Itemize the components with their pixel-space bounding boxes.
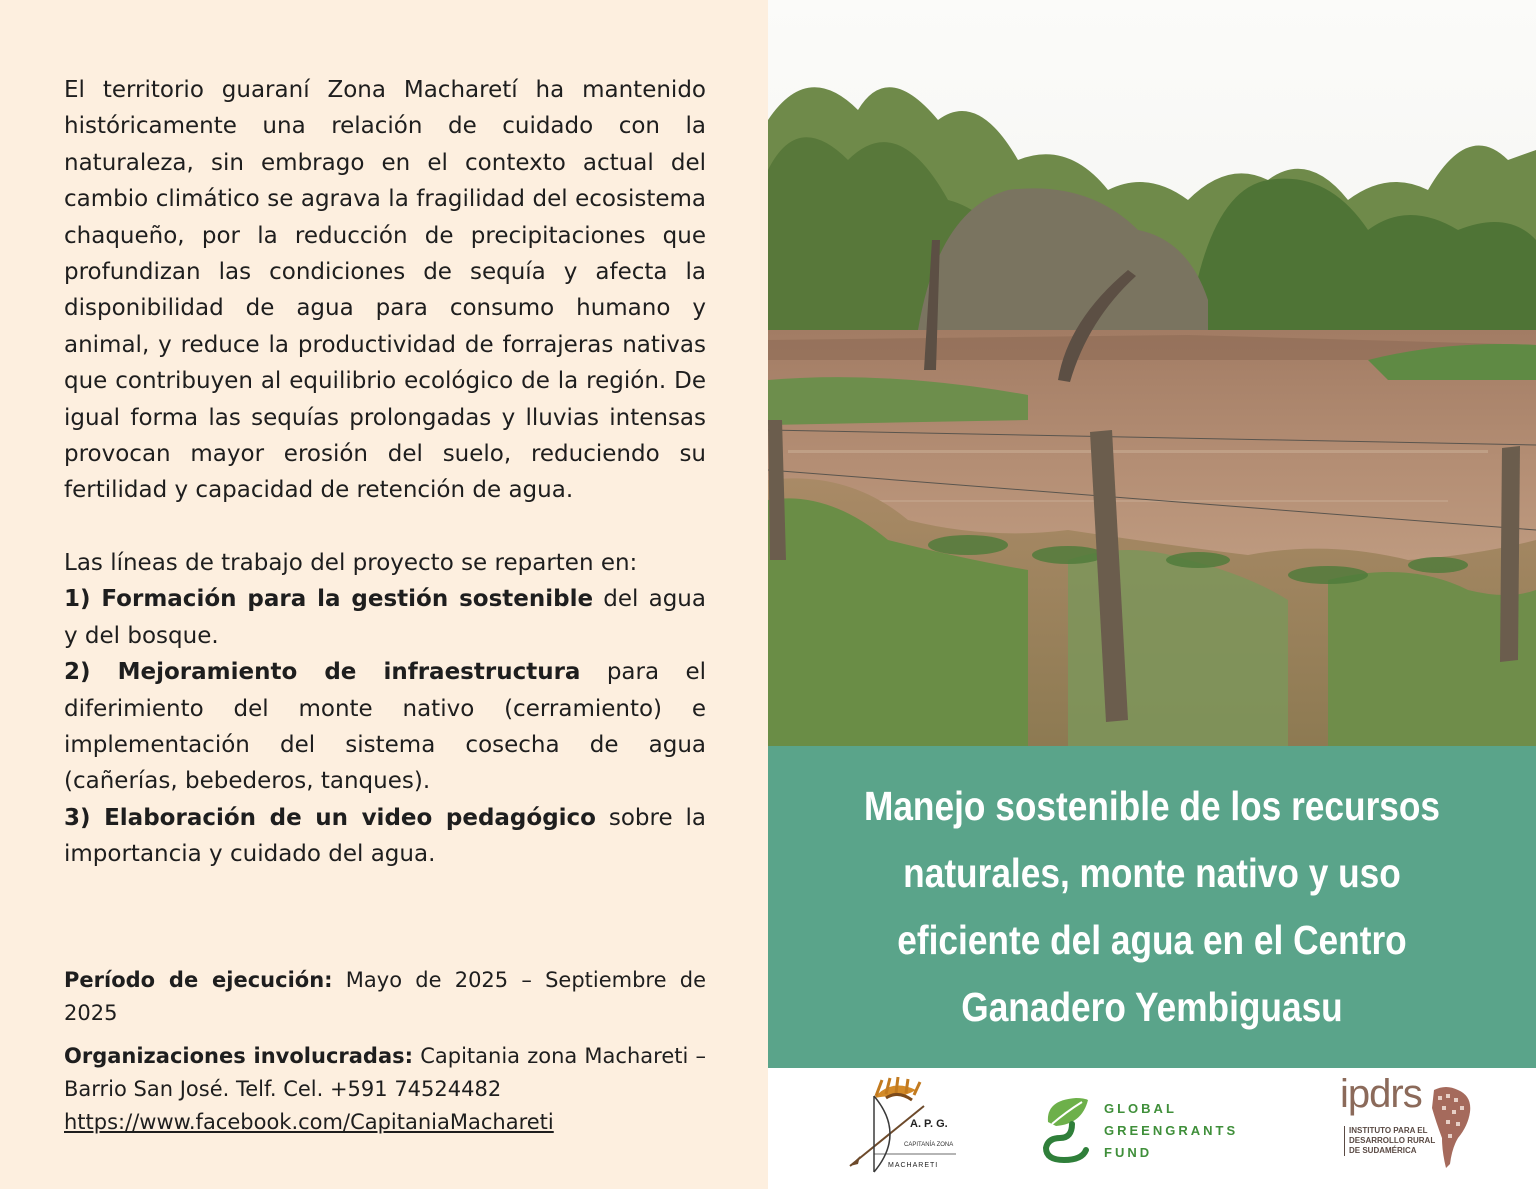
ipdrs-line-2: DESARROLLO RURAL xyxy=(1349,1136,1436,1145)
line-item-2 xyxy=(64,654,706,800)
ggf-line-3: FUND xyxy=(1104,1145,1153,1160)
orgs-value: Capitania zona Machareti – Barrio San José. Telf. Cel. +591 74524482 xyxy=(64,1044,706,1101)
ipdrs-line-3: DE SUDAMÉRICA xyxy=(1349,1146,1417,1155)
line-item-2-bold: 2) Mejoramiento de infraestructura xyxy=(64,659,581,686)
apg-sub: CAPITANÍA ZONA xyxy=(904,1142,954,1148)
ggf-line-2: GREENGRANTS xyxy=(1104,1123,1239,1138)
right-panel xyxy=(768,0,1536,1189)
orgs-label: Organizaciones involucradas: xyxy=(64,1044,414,1068)
ggf-line-1: GLOBAL xyxy=(1104,1101,1177,1116)
ipdrs-logo xyxy=(1340,1072,1480,1178)
apg-name: A. P. G. xyxy=(910,1118,948,1130)
landscape-photo xyxy=(768,0,1536,746)
line-item-1-bold: 1) Formación para la gestión sostenible xyxy=(64,586,594,613)
line-item-3 xyxy=(64,800,706,873)
line-item-1 xyxy=(64,581,706,654)
logo-strip xyxy=(768,1068,1536,1189)
intro-paragraph: El territorio guaraní Zona Macharetí ha mantenido históricamente una relación de cuidado con la naturaleza, sin embrago en el contexto actual del cambio climático se agrava la fragilidad del ecosistema chaqueño, por la reducción de precipitaciones que profundizan las condiciones de sequía y afecta la disponibilidad de agua para consumo humano y animal, y reduce la productividad de forrajeras nativas que contribuyen al equilibrio ecológico de la región. De igual forma las sequías prolongadas y lluvias intensas provocan mayor erosión del suelo, reduciendo su fertilidad y capacidad de retención de agua. xyxy=(64,77,706,504)
orgs-line xyxy=(64,1040,706,1139)
line-item-3-bold: 3) Elaboración de un video pedagógico xyxy=(64,804,596,831)
project-title: Manejo sostenible de los recursos naturales, monte nativo y uso eficiente del agua en el Centro Ganadero Yembiguasu xyxy=(863,783,1441,1030)
ipdrs-name: ipdrs xyxy=(1340,1072,1422,1116)
line-item-3-rest: sobre la importancia y cuidado del agua. xyxy=(64,804,706,868)
line-item-1-rest: del agua y del bosque. xyxy=(64,586,706,649)
period-label: Período de ejecución: xyxy=(64,968,333,992)
leaf-icon xyxy=(1042,1094,1092,1166)
project-meta xyxy=(64,964,706,1149)
title-band xyxy=(768,746,1536,1068)
period-line xyxy=(64,964,706,1030)
apg-place: MACHARETI xyxy=(888,1162,939,1169)
ipdrs-line-1: INSTITUTO PARA EL xyxy=(1349,1126,1428,1135)
facebook-link[interactable]: https://www.facebook.com/CapitaniaMachareti xyxy=(64,1110,554,1134)
lines-intro: Las líneas de trabajo del proyecto se reparten en: xyxy=(64,549,638,576)
ggf-logo xyxy=(1042,1092,1262,1168)
apg-logo xyxy=(846,1076,966,1180)
line-item-2-rest: para el diferimiento del monte nativo (cerramiento) e implementación del sistema cosecha de agua (cañerías, bebederos, tanques). xyxy=(64,659,706,795)
period-value: Mayo de 2025 – Septiembre de 2025 xyxy=(64,968,706,1025)
